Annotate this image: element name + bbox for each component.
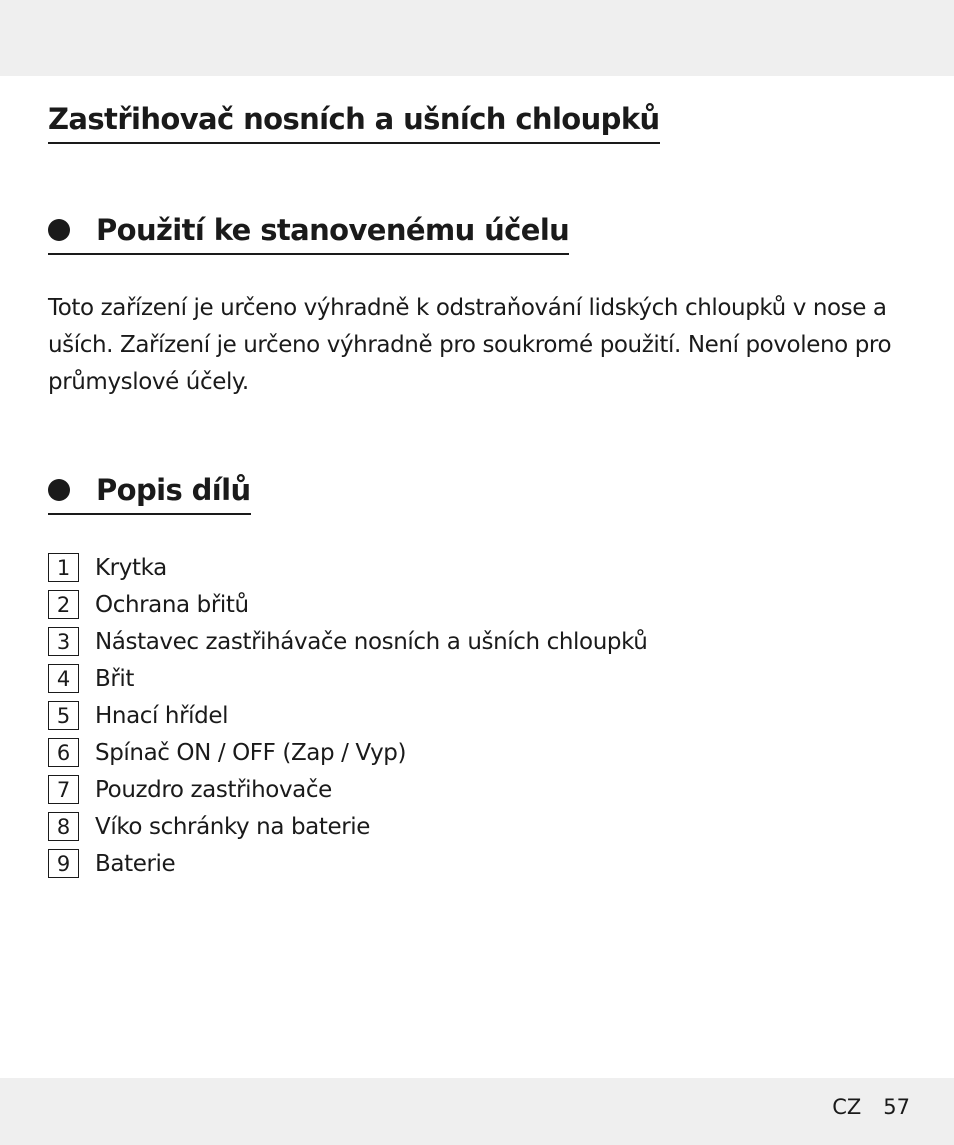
bottom-margin-band [0, 1078, 954, 1145]
part-item-4 [48, 660, 647, 697]
part-number-box: 7 [48, 775, 79, 804]
footer-language-code: CZ [832, 1095, 862, 1119]
part-number-box: 3 [48, 627, 79, 656]
part-item-9 [48, 845, 647, 882]
part-label: Břit [95, 665, 135, 692]
part-label: Ochrana břitů [95, 591, 249, 618]
part-item-3 [48, 623, 647, 660]
part-number-box: 2 [48, 590, 79, 619]
bullet-icon [48, 219, 70, 241]
part-item-1 [48, 549, 647, 586]
bullet-icon [48, 479, 70, 501]
part-number-box: 5 [48, 701, 79, 730]
page-title: Zastřihovač nosních a ušních chloupků [48, 99, 660, 144]
part-label: Baterie [95, 850, 176, 877]
page-footer [832, 1092, 910, 1122]
part-label: Spínač ON / OFF (Zap / Vyp) [95, 739, 407, 766]
part-item-5 [48, 697, 647, 734]
part-number-box: 6 [48, 738, 79, 767]
part-label: Hnací hřídel [95, 702, 229, 729]
part-number-box: 9 [48, 849, 79, 878]
intended-use-paragraph: Toto zařízení je určeno výhradně k odstraňování lidských chloupků v nose a uších. Zařízení je určeno výhradně pro soukromé použití. Není povoleno pro průmyslové účely. [48, 295, 892, 395]
part-item-2 [48, 586, 647, 623]
part-item-7 [48, 771, 647, 808]
part-label: Víko schránky na baterie [95, 813, 371, 840]
part-label: Nástavec zastřihávače nosních a ušních chloupků [95, 628, 648, 655]
part-number-box: 8 [48, 812, 79, 841]
section-heading-label: Popis dílů [96, 473, 251, 507]
part-number-box: 1 [48, 553, 79, 582]
section-heading-parts [48, 470, 251, 515]
section-heading-intended-use [48, 210, 569, 255]
section-heading-label: Použití ke stanovenému účelu [96, 213, 570, 247]
part-label: Krytka [95, 554, 167, 581]
part-number-box: 4 [48, 664, 79, 693]
part-label: Pouzdro zastřihovače [95, 776, 332, 803]
footer-page-number: 57 [883, 1095, 910, 1119]
parts-list [48, 549, 647, 882]
part-item-6 [48, 734, 647, 771]
top-margin-band [0, 0, 954, 76]
part-item-8 [48, 808, 647, 845]
